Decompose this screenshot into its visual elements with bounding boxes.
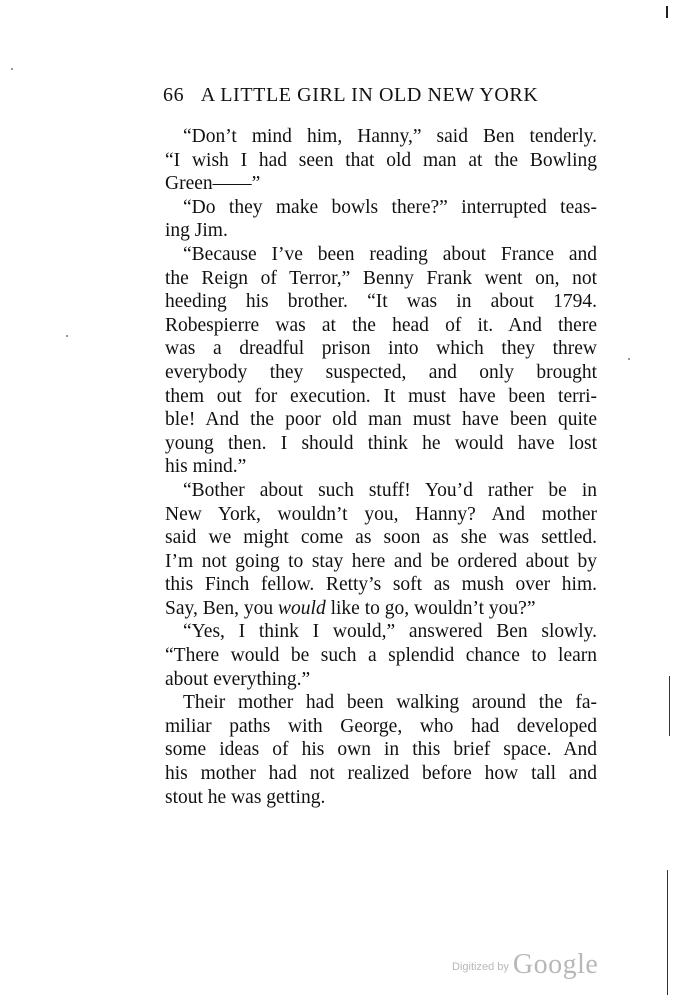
text-line: “Do they make bowls there?” interrupted teas- (183, 196, 597, 218)
text-line: them out for execution. It must have been terri- (165, 385, 597, 407)
text-line: everybody they suspected, and only brought (165, 361, 597, 383)
text-line: about everything.” (165, 668, 311, 690)
running-header (163, 84, 595, 107)
text-line: this Finch fellow. Retty’s soft as mush over him. (165, 574, 597, 596)
text-line: New York, wouldn’t you, Hanny? And mother (165, 503, 597, 525)
scan-edge-mark (666, 6, 668, 18)
text-line: stout he was getting. (165, 786, 326, 808)
text-line: miliar paths with George, who had developed (165, 715, 597, 737)
text-line: was a dreadful prison into which they threw (165, 338, 597, 360)
text-line: the Reign of Terror,” Benny Frank went on, not (165, 267, 597, 289)
text-line (165, 597, 597, 621)
text-segment: Say, Ben, you (165, 597, 279, 619)
text-line: “Don’t mind him, Hanny,” said Ben tenderly. (183, 126, 597, 147)
scan-edge-line-right (669, 676, 670, 736)
digitized-watermark (452, 949, 598, 981)
scan-edge-line-right-lower (667, 870, 668, 995)
scan-speck (11, 68, 13, 70)
text-line: heeding his brother. “It was in about 1794. (165, 291, 597, 313)
text-line: young then. I should think he would have lost (165, 432, 597, 454)
text-line: Their mother had been walking around the fa- (183, 692, 597, 714)
text-line: his mind.” (165, 456, 247, 478)
page-number: 66 (163, 84, 185, 106)
scan-speck (66, 335, 68, 337)
google-logo: Google (512, 949, 599, 980)
text-line: “There would be such a splendid chance to learn (165, 645, 597, 667)
text-line: his mother had not realized before how tall and (165, 763, 597, 785)
text-line: some ideas of his own in this brief space. And (165, 739, 597, 761)
text-line: ble! And the poor old man must have been quite (165, 409, 597, 431)
text-segment: like to go, wouldn’t you?” (325, 597, 536, 619)
watermark-prefix: Digitized by (452, 961, 509, 973)
text-line: Robespierre was at the head of it. And there (165, 314, 597, 336)
text-line: “Because I’ve been reading about France and (183, 243, 597, 265)
text-line: “Bother about such stuff! You’d rather be in (183, 479, 597, 501)
text-line: “I wish I had seen that old man at the Bowling (165, 149, 597, 171)
text-line: Green——” (165, 173, 261, 195)
body-text (165, 125, 597, 809)
text-line: said we might come as soon as she was settled. (165, 527, 597, 549)
scan-speck (628, 358, 630, 360)
running-title: A LITTLE GIRL IN OLD NEW YORK (200, 84, 539, 106)
italic-word: would (278, 597, 326, 619)
text-line: ing Jim. (165, 220, 228, 242)
text-line: I’m not going to stay here and be ordered about by (165, 550, 597, 572)
text-line: “Yes, I think I would,” answered Ben slowly. (183, 621, 597, 643)
